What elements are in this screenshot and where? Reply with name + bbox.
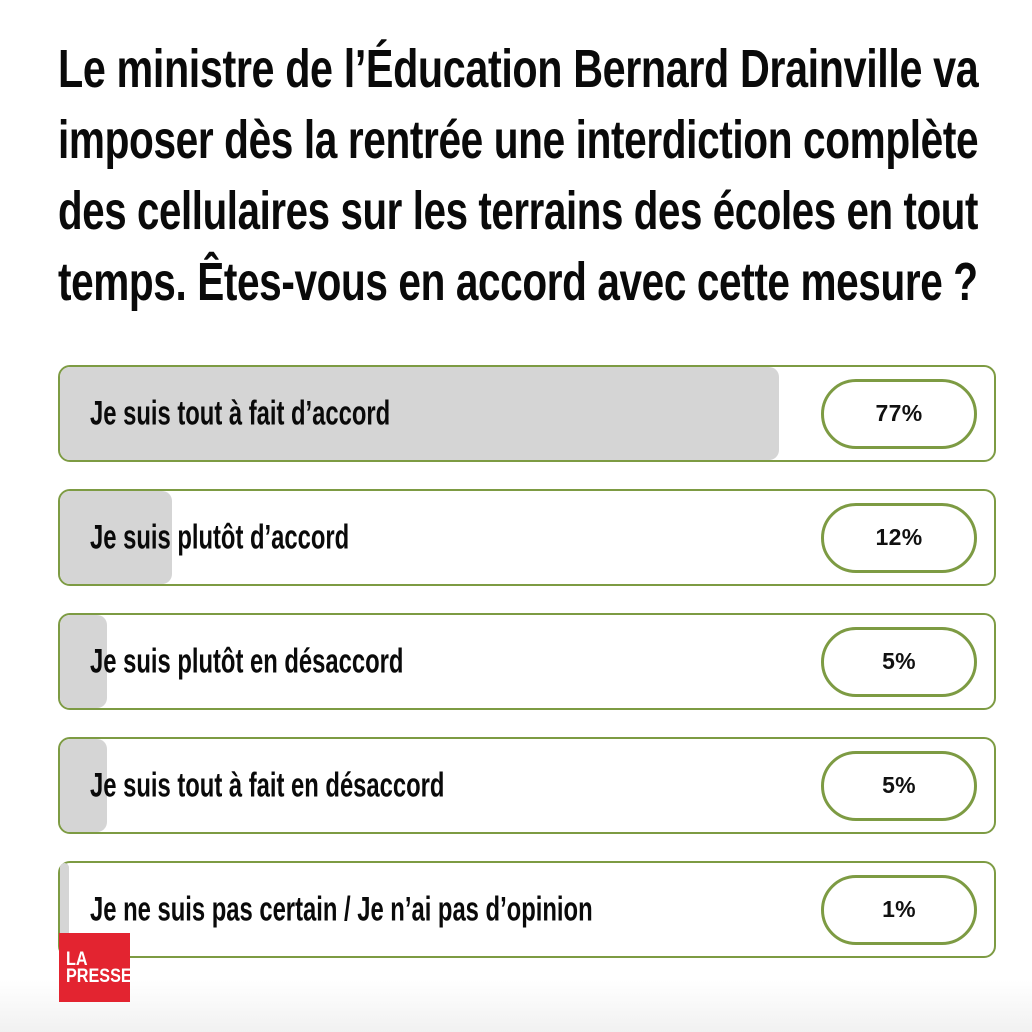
- poll-options: [58, 365, 996, 985]
- poll-question: [58, 34, 978, 318]
- percent-badge: [821, 751, 977, 821]
- percent-badge: [821, 627, 977, 697]
- poll-option-plutot-daccord[interactable]: [58, 489, 996, 586]
- percent-value: 1%: [882, 896, 916, 922]
- option-label: Je ne suis pas certain / Je n’ai pas d’opinion: [90, 890, 593, 928]
- question-line: Le ministre de l’Éducation Bernard Drainville va: [58, 39, 979, 99]
- option-label: Je suis plutôt d’accord: [90, 518, 350, 556]
- percent-badge: [821, 503, 977, 573]
- lapresse-logo-text: LA: [66, 947, 88, 970]
- poll-option-pas-certain[interactable]: [58, 861, 996, 958]
- percent-value: 5%: [882, 772, 916, 798]
- poll-option-tout-a-fait-en-desaccord[interactable]: [58, 737, 996, 834]
- question-line: des cellulaires sur les terrains des écoles en tout: [58, 181, 978, 241]
- question-line: imposer dès la rentrée une interdiction complète: [58, 110, 979, 170]
- lapresse-logo-text: PRESSE: [66, 964, 132, 987]
- percent-value: 77%: [875, 400, 923, 426]
- poll-option-tout-a-fait-daccord[interactable]: [58, 365, 996, 462]
- percent-badge: [821, 379, 977, 449]
- question-line: temps. Êtes-vous en accord avec cette mesure ?: [58, 252, 978, 312]
- option-label: Je suis tout à fait en désaccord: [90, 766, 445, 804]
- percent-value: 5%: [882, 648, 916, 674]
- percent-badge: [821, 875, 977, 945]
- option-label: Je suis plutôt en désaccord: [90, 642, 404, 680]
- lapresse-logo: [59, 933, 130, 1002]
- option-label: Je suis tout à fait d’accord: [90, 394, 391, 432]
- poll-option-plutot-en-desaccord[interactable]: [58, 613, 996, 710]
- percent-value: 12%: [875, 524, 923, 550]
